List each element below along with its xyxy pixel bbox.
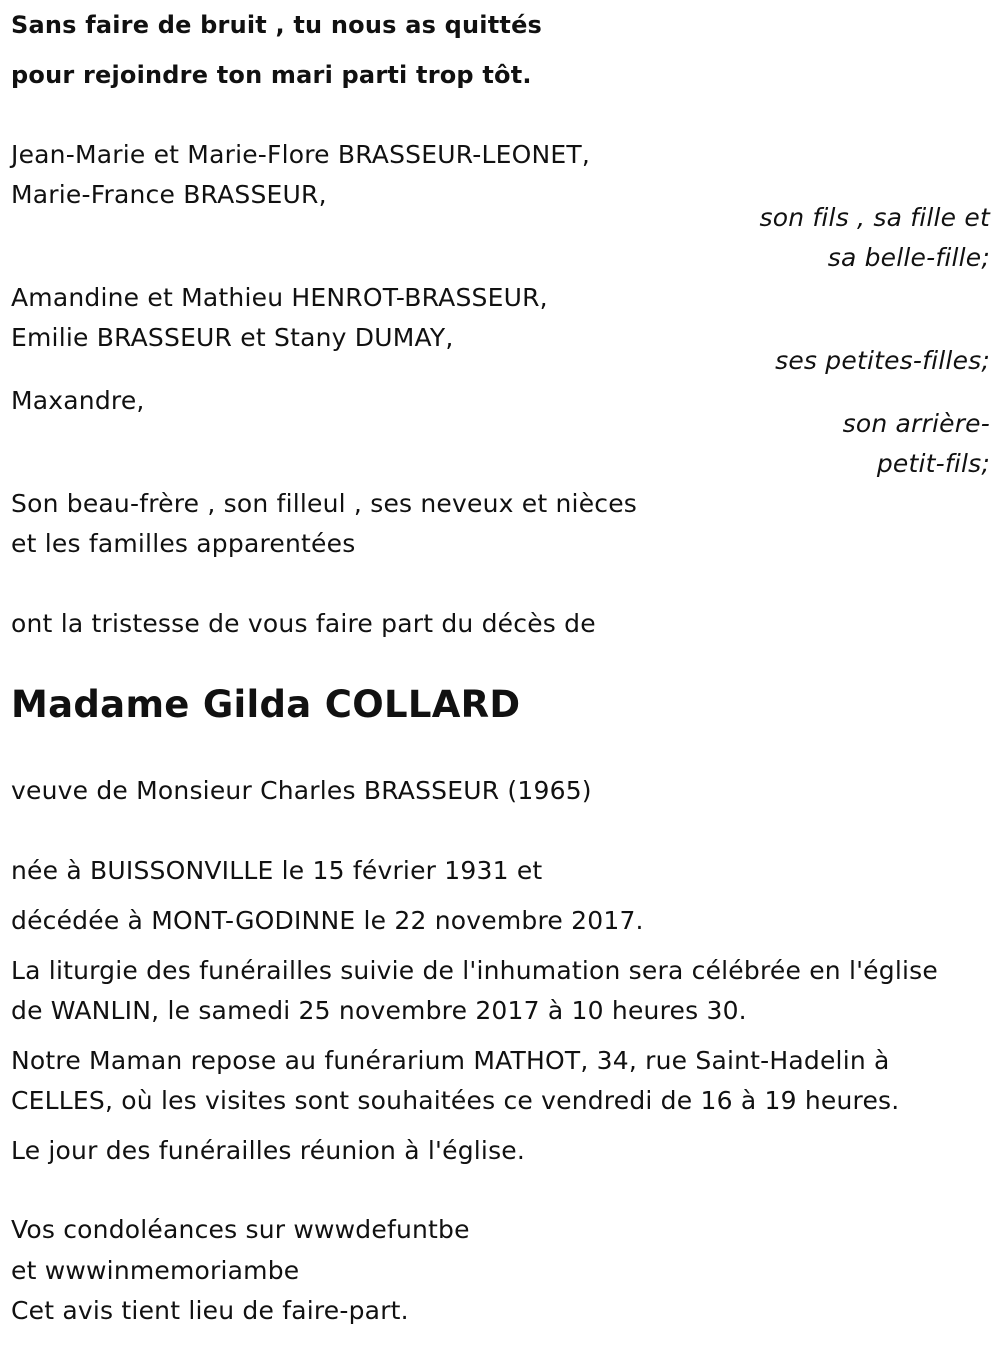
widow-of-text: veuve de Monsieur Charles BRASSEUR (1965) [11, 776, 592, 805]
relation-great-grandchildren-line-2: petit-fils; [876, 449, 990, 478]
relation-great-grandchildren-line-1: son arrière- [842, 409, 990, 438]
liturgy-line-2: de WANLIN, le samedi 25 novembre 2017 à 10 heures 30. [11, 996, 747, 1025]
notice-text: Cet avis tient lieu de faire-part. [11, 1296, 409, 1325]
relation-children-line-2: sa belle-fille; [827, 243, 990, 272]
family-others-line-2: et les familles apparentées [11, 529, 356, 558]
meeting-text: Le jour des funérailles réunion à l'église. [11, 1136, 526, 1165]
deceased-name: Madame Gilda COLLARD [11, 683, 521, 726]
death-text: décédée à MONT-GODINNE le 22 novembre 2017. [11, 906, 644, 935]
family-grandchildren-line-1: Amandine et Mathieu HENROT-BRASSEUR, [11, 283, 548, 312]
family-children-line-2: Marie-France BRASSEUR, [11, 180, 327, 209]
funerarium-line-1: Notre Maman repose au funérarium MATHOT, 34, rue Saint-Hadelin à [11, 1046, 890, 1075]
liturgy-line-1: La liturgie des funérailles suivie de l'inhumation sera célébrée en l'église [11, 956, 938, 985]
epigraph-line-1: Sans faire de bruit , tu nous as quittés [11, 11, 543, 39]
condolences-line-1: Vos condoléances sur wwwdefuntbe [11, 1215, 470, 1244]
relation-children-line-1: son fils , sa fille et [759, 203, 990, 232]
birth-text: née à BUISSONVILLE le 15 février 1931 et [11, 856, 543, 885]
epigraph-line-2: pour rejoindre ton mari parti trop tôt. [11, 61, 532, 89]
family-others-line-1: Son beau-frère , son filleul , ses neveux et nièces [11, 489, 638, 518]
family-grandchildren-line-2: Emilie BRASSEUR et Stany DUMAY, [11, 323, 454, 352]
relation-grandchildren: ses petites-filles; [775, 346, 990, 375]
announcement-text: ont la tristesse de vous faire part du décès de [11, 609, 596, 638]
funerarium-line-2: CELLES, où les visites sont souhaitées ce vendredi de 16 à 19 heures. [11, 1086, 900, 1115]
family-children-line-1: Jean-Marie et Marie-Flore BRASSEUR-LEONET, [11, 140, 591, 169]
condolences-line-2: et wwwinmemoriambe [11, 1256, 300, 1285]
family-great-grandchildren: Maxandre, [11, 386, 145, 415]
